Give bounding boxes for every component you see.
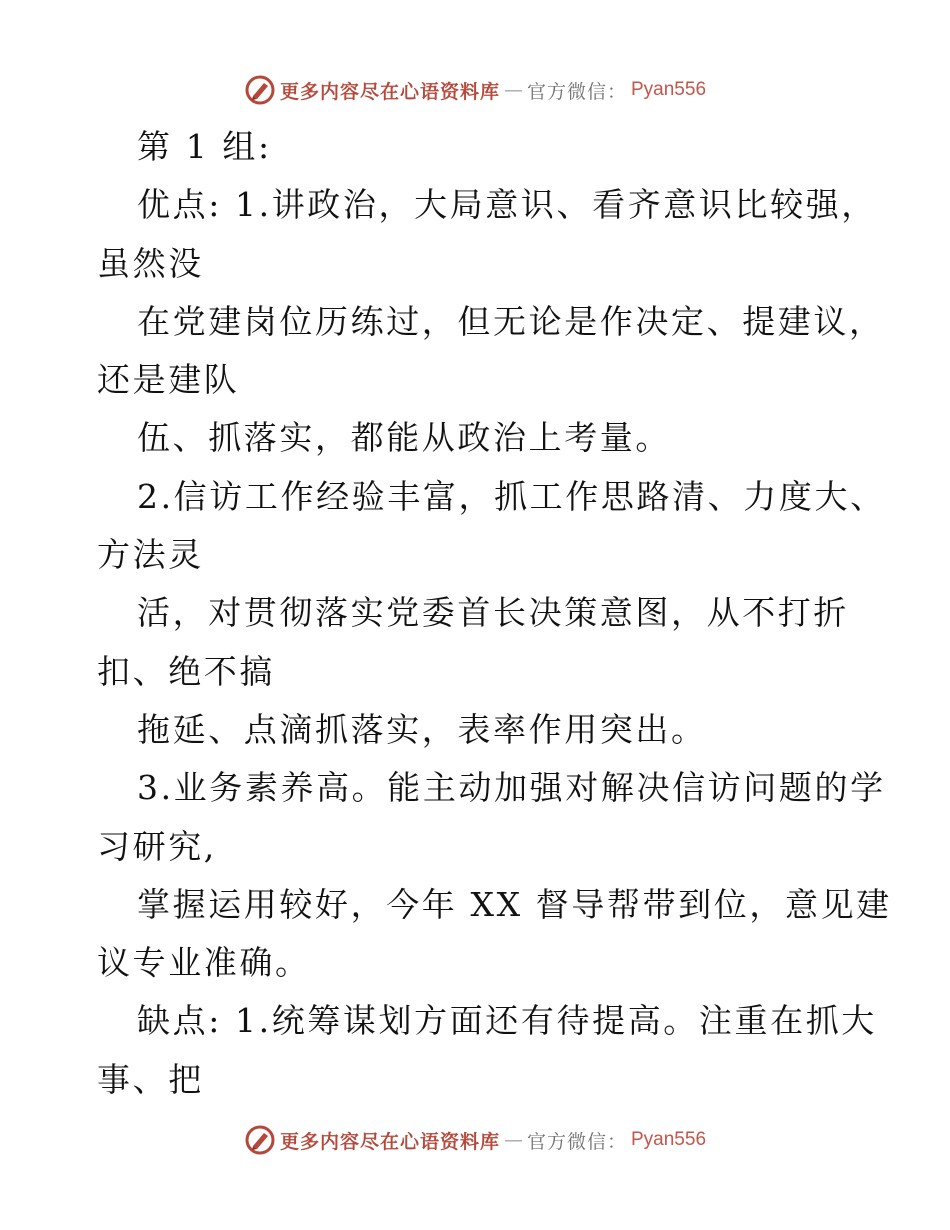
text-line: 扣、绝不搞 xyxy=(97,651,275,691)
text-line: 第 1 组: xyxy=(137,127,272,166)
banner-wechat-id: Pyan556 xyxy=(631,1129,707,1150)
banner-main-text: 更多内容尽在心语资料库 xyxy=(279,1130,500,1153)
text-line: 习研究, xyxy=(97,826,217,866)
banner-content xyxy=(244,74,706,106)
banner-official-label: 官方微信： xyxy=(526,1130,627,1153)
text-line: 方法灵 xyxy=(97,535,204,575)
banner-official-label: 官方微信： xyxy=(526,80,627,103)
text-line: 2.信访工作经验丰富，抓工作思路清、力度大、 xyxy=(137,476,886,516)
text-line: 在党建岗位历练过，但无论是作决定、提建议， xyxy=(137,301,885,341)
banner-content xyxy=(244,1124,706,1156)
text-line: 优点: 1.讲政治，大局意识、看齐意识比较强， xyxy=(137,185,877,225)
text-line: 议专业准确。 xyxy=(97,943,311,983)
text-line: 虽然没 xyxy=(97,243,204,283)
banner-separator: — xyxy=(503,79,523,101)
banner-separator: — xyxy=(503,1129,523,1151)
text-line: 活，对贯彻落实党委首长决策意图，从不打折 xyxy=(137,593,849,633)
text-line: 3.业务素养高。能主动加强对解决信访问题的学 xyxy=(137,768,886,808)
text-line: 事、把 xyxy=(97,1059,204,1099)
pen-logo-icon xyxy=(244,74,276,106)
banner-main-text: 更多内容尽在心语资料库 xyxy=(279,80,500,103)
document-body xyxy=(97,118,892,1109)
text-line: 伍、抓落实，都能从政治上考量。 xyxy=(137,418,671,458)
header-watermark-banner xyxy=(0,70,950,110)
text-line: 缺点: 1.统筹谋划方面还有待提高。注重在抓大 xyxy=(137,1001,877,1041)
text-line: 拖延、点滴抓落实，表率作用突出。 xyxy=(137,709,707,749)
text-line: 掌握运用较好，今年 XX 督导帮带到位，意见建 xyxy=(137,884,892,924)
pen-logo-icon xyxy=(244,1124,276,1156)
banner-wechat-id: Pyan556 xyxy=(631,79,707,100)
text-line: 还是建队 xyxy=(97,360,240,400)
footer-watermark-banner xyxy=(0,1120,950,1160)
